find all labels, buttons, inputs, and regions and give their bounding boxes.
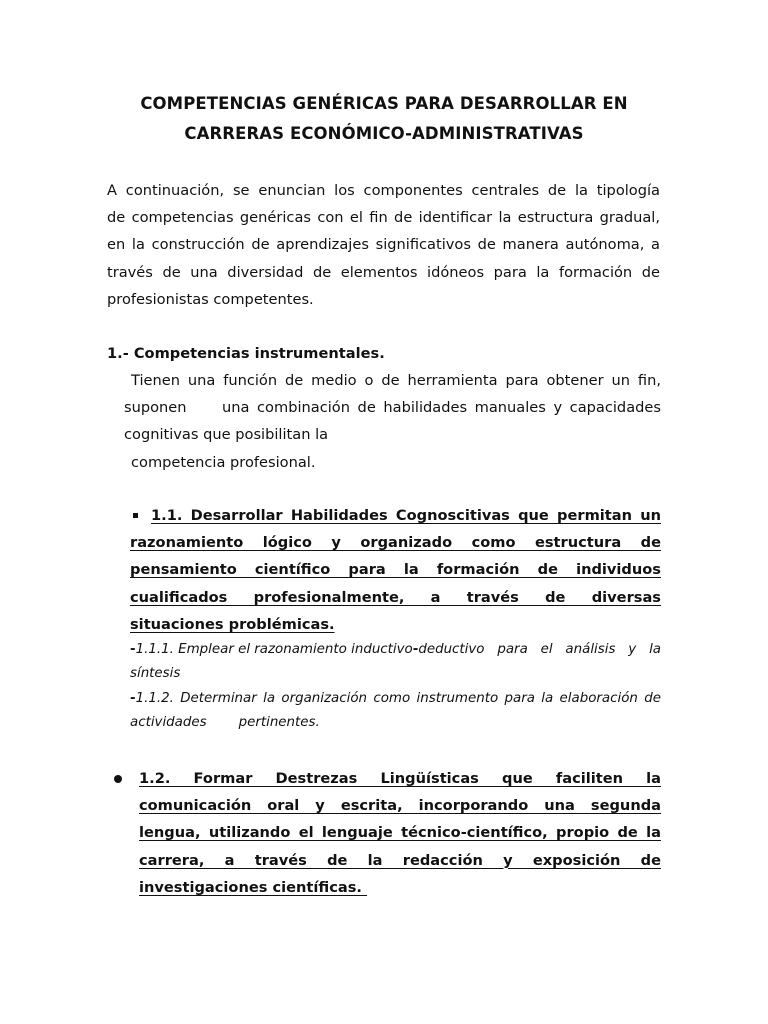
subsection-1-2-line: carrera, a través de la redacción y exposición de (139, 851, 661, 869)
section1-line: Tienen una función de medio o de herramienta para obtener un fin, (131, 372, 661, 389)
item-1-1-1-line: síntesis (130, 666, 181, 682)
intro-paragraph (107, 177, 660, 313)
section1-line: cognitivas que posibilitan la (124, 426, 329, 444)
subsection-1-2-line: investigaciones científicas. (139, 878, 368, 896)
item-dash: - (130, 642, 136, 657)
section1-line (124, 394, 661, 421)
intro-line: de competencias genéricas con el fin de identificar la estructura gradual, (107, 209, 660, 227)
subsection-1-2-line: 1.2. Formar Destrezas Lingüísticas que faciliten la (139, 770, 661, 787)
subsection-1-1-line: pensamiento científico para la formación de individuos (130, 561, 661, 579)
item-1-1-1-text-a: 1.1.1. Emplear el razonamiento inductivo (135, 642, 413, 657)
section1-paragraph (131, 367, 661, 394)
item-dash: - (412, 642, 419, 657)
intro-line: en la construcción de aprendizajes significativos de manera autónoma, a (107, 236, 660, 254)
section1-line-rest: una combinación de habilidades manuales y capacidades (222, 399, 661, 416)
item-1-1-2-text-b: pertinentes. (238, 715, 320, 731)
subsection-1-1-line: cualificados profesionalmente, a través de diversas (130, 588, 661, 606)
section-heading-competencias-instrumentales: 1.- Competencias instrumentales. (107, 345, 385, 362)
round-bullet-icon (114, 775, 122, 783)
document-title (100, 90, 668, 148)
item-1-1-1-part-a (130, 638, 418, 662)
item-1-1-1-line (130, 638, 661, 662)
item-1-1-2-text-a: actividades (130, 715, 207, 731)
subsection-1-1-line-wrap (130, 502, 661, 529)
subsection-1-2-line: lengua, utilizando el lenguaje técnico-científico, propio de la (139, 824, 661, 842)
title-line-2: CARRERAS ECONÓMICO-ADMINISTRATIVAS (184, 124, 584, 143)
item-1-1-2-line (130, 711, 661, 735)
intro-line: través de una diversidad de elementos idóneos para la formación de (107, 263, 660, 281)
intro-line: profesionistas competentes. (107, 290, 314, 308)
item-dash: - (130, 691, 136, 706)
subsection-1-1-line: situaciones problémicas. (130, 615, 335, 633)
item-1-1-1-text-b: deductivo para el análisis y la (418, 642, 661, 657)
section1-word: suponen (124, 399, 187, 416)
intro-line: A continuación, se enuncian los componentes centrales de la tipología (107, 182, 660, 199)
subsection-1-2-line: comunicación oral y escrita, incorporando una segunda (139, 797, 661, 815)
section1-line: competencia profesional. (131, 454, 316, 471)
subsection-1-1-line: razonamiento lógico y organizado como estructura de (130, 534, 661, 552)
subsection-1-2-line-wrap (139, 874, 661, 901)
subsection-1-1-line: 1.1. Desarrollar Habilidades Cognoscitivas que permitan un (151, 507, 661, 524)
subsection-1-1-heading (130, 502, 661, 638)
section1-paragraph-end (131, 449, 661, 476)
title-line-1: COMPETENCIAS GENÉRICAS PARA DESARROLLAR EN (140, 94, 628, 113)
subsection-1-2-heading (139, 765, 661, 901)
section1-paragraph-cont (124, 394, 661, 448)
item-1-1-1 (130, 638, 661, 687)
item-1-1-2 (130, 687, 661, 736)
item-1-1-2-text: 1.1.2. Determinar la organización como instrumento para la elaboración de (135, 691, 661, 706)
item-1-1-2-line (130, 687, 661, 711)
